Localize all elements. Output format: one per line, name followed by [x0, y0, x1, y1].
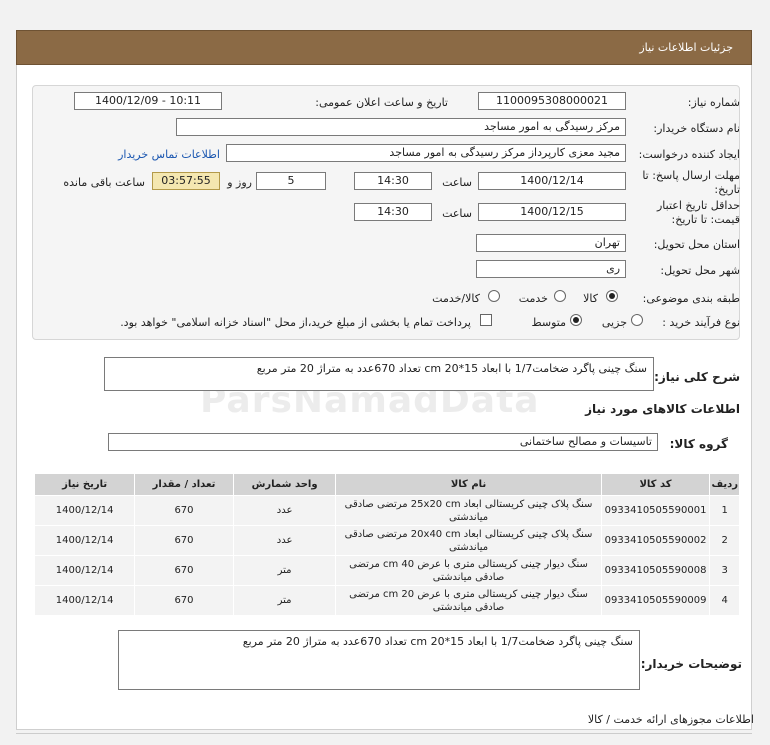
treasury-checkbox[interactable] — [480, 314, 492, 326]
city-label: شهر محل تحویل: — [660, 264, 740, 277]
col-date: تاریخ نیاز — [35, 474, 135, 496]
goods-section-title: اطلاعات کالاهای مورد نیاز — [585, 402, 740, 416]
col-row: ردیف — [710, 474, 740, 496]
category-label: طبقه بندی موضوعی: — [642, 292, 740, 305]
cell-date: 1400/12/14 — [35, 496, 135, 526]
cell-date: 1400/12/14 — [35, 526, 135, 556]
cell-qty: 670 — [135, 586, 234, 616]
cell-date: 1400/12/14 — [35, 556, 135, 586]
page-header — [16, 30, 752, 65]
category-radio-goods-service[interactable] — [488, 290, 500, 302]
cell-code: 0933410505590002 — [601, 526, 710, 556]
days-label: روز و — [227, 176, 252, 189]
contact-buyer-link[interactable]: اطلاعات تماس خریدار — [118, 148, 220, 161]
cell-name: سنگ پلاک چینی کریستالی ابعاد 25x20 cm مرتضی صادقی میاندشتی — [336, 496, 601, 526]
need-number-label: شماره نیاز: — [687, 96, 740, 109]
footer-permits-text: اطلاعات مجوزهای ارائه خدمت / کالا — [587, 713, 754, 726]
cell-name: سنگ پلاک چینی کریستالی ابعاد 20x40 cm مرتضی صادقی میاندشتی — [336, 526, 601, 556]
category-option-goods: کالا — [583, 292, 598, 305]
days-field: 5 — [256, 172, 326, 190]
deadline-time-label: ساعت — [442, 176, 472, 189]
category-option-service: خدمت — [518, 292, 548, 305]
cell-row: 4 — [710, 586, 740, 616]
cell-unit: عدد — [233, 496, 336, 526]
page-title: جزئیات اطلاعات نیاز — [639, 41, 733, 54]
process-option-minor: جزیی — [601, 316, 627, 329]
cell-name: سنگ دیوار چینی کریستالی متری با عرض cm 40 مرتضی صادقی میاندشتی — [336, 556, 601, 586]
category-radio-goods[interactable] — [606, 290, 618, 302]
cell-qty: 670 — [135, 556, 234, 586]
summary-label: شرح کلی نیاز: — [654, 370, 740, 384]
city-field: ری — [476, 260, 626, 278]
table-row — [35, 586, 740, 616]
remaining-label: ساعت باقی مانده — [63, 176, 145, 189]
deadline-time-field: 14:30 — [354, 172, 432, 190]
buyer-notes-label: توضیحات خریدار: — [640, 657, 742, 671]
process-option-medium: متوسط — [531, 316, 566, 329]
cell-code: 0933410505590008 — [601, 556, 710, 586]
process-label: نوع فرآیند خرید : — [662, 316, 740, 329]
need-number-field: 1100095308000021 — [478, 92, 626, 110]
table-row — [35, 526, 740, 556]
validity-label: حداقل تاریخ اعتبار — [656, 199, 740, 212]
cell-row: 3 — [710, 556, 740, 586]
footer-divider — [16, 733, 752, 734]
deadline-label-2: تاریخ: — [714, 183, 740, 196]
announce-label: تاریخ و ساعت اعلان عمومی: — [315, 96, 448, 109]
buyer-org-label: نام دستگاه خریدار: — [653, 122, 740, 135]
cell-unit: متر — [233, 556, 336, 586]
cell-qty: 670 — [135, 496, 234, 526]
deadline-date-field: 1400/12/14 — [478, 172, 626, 190]
table-row — [35, 496, 740, 526]
col-code: کد کالا — [601, 474, 710, 496]
remaining-time-field: 03:57:55 — [152, 172, 220, 190]
cell-unit: متر — [233, 586, 336, 616]
group-field: تاسیسات و مصالح ساختمانی — [108, 433, 658, 451]
group-label: گروه کالا: — [669, 437, 728, 451]
province-field: تهران — [476, 234, 626, 252]
summary-field: سنگ چینی پاگرد ضخامت1/7 با ابعاد 15*20 cm تعداد 670عدد به متراژ 20 متر مربع — [104, 357, 654, 391]
col-unit: واحد شمارش — [233, 474, 336, 496]
validity-time-field: 14:30 — [354, 203, 432, 221]
category-option-goods-service: کالا/خدمت — [432, 292, 480, 305]
validity-date-field: 1400/12/15 — [478, 203, 626, 221]
deadline-label: مهلت ارسال پاسخ: تا — [642, 169, 740, 182]
col-qty: تعداد / مقدار — [135, 474, 234, 496]
cell-code: 0933410505590009 — [601, 586, 710, 616]
payment-note: پرداخت تمام یا بخشی از مبلغ خرید،از محل "اسناد خزانه اسلامی" خواهد بود. — [120, 316, 471, 329]
buyer-notes-field: سنگ چینی پاگرد ضخامت1/7 با ابعاد 15*20 cm تعداد 670عدد به متراژ 20 متر مربع — [118, 630, 640, 690]
validity-time-label: ساعت — [442, 207, 472, 220]
table-header-row — [35, 474, 740, 496]
goods-table — [34, 473, 740, 616]
cell-date: 1400/12/14 — [35, 586, 135, 616]
category-radio-service[interactable] — [554, 290, 566, 302]
requester-field: مجید معزی کارپرداز مرکز رسیدگی به امور مساجد — [226, 144, 626, 162]
province-label: استان محل تحویل: — [653, 238, 740, 251]
cell-name: سنگ دیوار چینی کریستالی متری با عرض cm 20 مرتضی صادقی میاندشتی — [336, 586, 601, 616]
table-row — [35, 556, 740, 586]
cell-unit: عدد — [233, 526, 336, 556]
process-radio-minor[interactable] — [631, 314, 643, 326]
requester-label: ایجاد کننده درخواست: — [638, 148, 740, 161]
cell-row: 2 — [710, 526, 740, 556]
buyer-org-field: مرکز رسیدگی به امور مساجد — [176, 118, 626, 136]
cell-qty: 670 — [135, 526, 234, 556]
cell-code: 0933410505590001 — [601, 496, 710, 526]
validity-label-2: قیمت: تا تاریخ: — [671, 213, 740, 226]
process-radio-medium[interactable] — [570, 314, 582, 326]
col-name: نام کالا — [336, 474, 601, 496]
cell-row: 1 — [710, 496, 740, 526]
announce-field: 1400/12/09 - 10:11 — [74, 92, 222, 110]
